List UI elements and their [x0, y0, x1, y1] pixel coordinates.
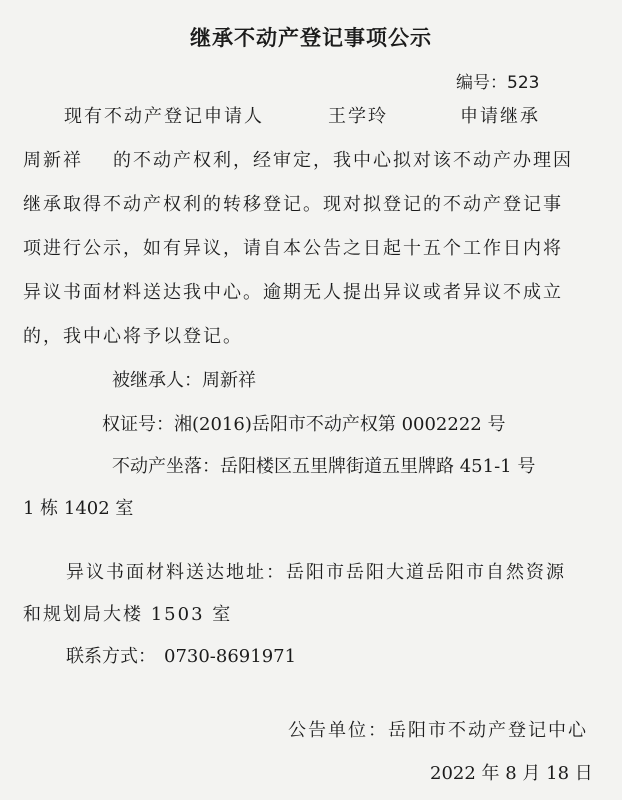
notice-date: 2022 年 8 月 18 日 — [430, 763, 593, 784]
decedent-inline: 周新祥 — [23, 150, 83, 171]
location-value-line-1: 岳阳楼区五里牌街道五里牌路 451-1 号 — [220, 456, 536, 477]
body-line-4: 项进行公示，如有异议，请自本公告之日起十五个工作日内将 — [23, 238, 563, 259]
decedent-label: 被继承人： — [112, 370, 202, 391]
body-intro: 现有不动产登记申请人 — [64, 106, 264, 127]
location-label: 不动产坐落： — [112, 456, 220, 477]
objection-address-row — [66, 562, 566, 584]
notice-number-label: 编号： — [456, 73, 507, 93]
location-value-line-2: 1 栋 1402 室 — [23, 498, 134, 519]
location-row — [112, 456, 535, 478]
body-text-2: 的不动产权利，经审定，我中心拟对该不动产办理因 — [113, 150, 573, 171]
notice-number — [456, 72, 539, 94]
applicant-name: 王学玲 — [328, 106, 388, 127]
issuer-row — [288, 720, 588, 742]
certificate-value: 湘(2016)岳阳市不动产权第 0002222 号 — [174, 414, 506, 435]
certificate-label: 权证号： — [102, 414, 174, 435]
objection-address-line-2: 和规划局大楼 1503 室 — [23, 604, 233, 625]
page-title: 继承不动产登记事项公示 — [190, 26, 432, 50]
body-line-5: 异议书面材料送达我中心。逾期无人提出异议或者异议不成立 — [23, 282, 563, 303]
objection-address-line-1: 岳阳市岳阳大道岳阳市自然资源 — [286, 562, 566, 583]
body-line-3: 继承取得不动产权利的转移登记。现对拟登记的不动产登记事 — [23, 194, 563, 215]
body-apply-inherit: 申请继承 — [460, 106, 540, 127]
decedent-value: 周新祥 — [202, 370, 256, 391]
decedent-row — [112, 370, 256, 392]
body-line-2 — [23, 150, 573, 172]
notice-number-value: 523 — [507, 73, 540, 93]
body-line-6: 的，我中心将予以登记。 — [23, 326, 243, 347]
contact-row — [66, 646, 296, 668]
issuer-value: 岳阳市不动产登记中心 — [388, 720, 588, 741]
body-line-1 — [64, 106, 540, 128]
issuer-label: 公告单位： — [288, 720, 388, 741]
certificate-row — [102, 414, 505, 436]
contact-label: 联系方式： — [66, 646, 156, 667]
objection-address-label: 异议书面材料送达地址： — [66, 562, 286, 583]
contact-phone: 0730-8691971 — [164, 646, 297, 667]
